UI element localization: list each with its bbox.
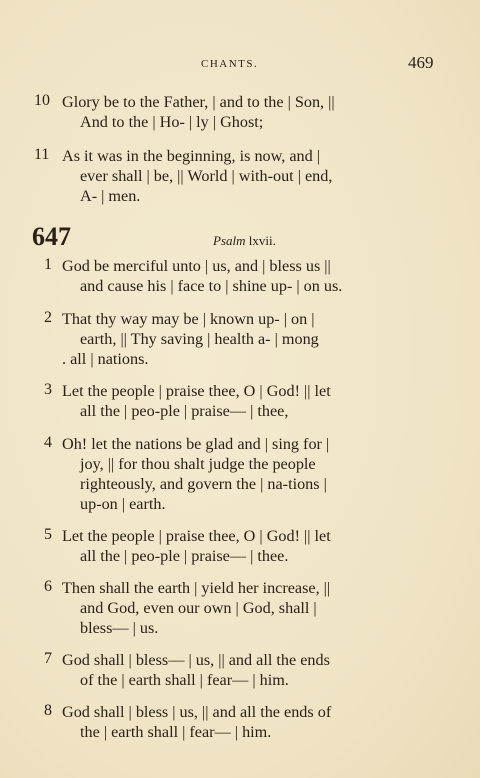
verse-line: A- | men. [80,187,141,205]
verse-line: God shall | bless | us, || and all the ends of [62,703,332,721]
verse-line: righteously, and govern the | na-tions | [80,475,327,493]
verse-number: 1 [44,256,52,273]
verse-line: God shall | bless— | us, || and all the ends [62,651,330,669]
verse-line: That thy way may be | known up- | on | [62,310,315,328]
verse-line: up-on | earth. [80,495,166,513]
psalm-label: Psalm [213,233,246,248]
running-header-title: CHANTS. [201,58,259,70]
psalm-reference [213,233,276,249]
verse-number: 2 [44,309,52,326]
verse-line: all the | peo-ple | praise— | thee. [80,547,289,565]
verse-number: 10 [34,92,50,109]
verse-line: Then shall the earth | yield her increase, || [62,579,331,597]
verse-line: . all | nations. [62,350,149,368]
verse-number: 8 [44,702,52,719]
verse-line: Glory be to the Father, | and to the | Son, || [62,93,335,111]
verse-number: 7 [44,650,52,667]
verse-line: Let the people | praise thee, O | God! || let [62,382,331,400]
verse-number: 3 [44,381,52,398]
verse-line: bless— | us. [80,619,159,637]
verse-line: Oh! let the nations be glad and | sing for | [62,435,330,453]
verse-line: God be merciful unto | us, and | bless us || [62,257,331,275]
verse-line: and cause his | face to | shine up- | on us. [80,277,343,295]
verse-number: 11 [34,146,50,163]
verse-line: of the | earth shall | fear— | him. [80,671,289,689]
verse-line: all the | peo-ple | praise— | thee, [80,402,289,420]
verse-line: and God, even our own | God, shall | [80,599,317,617]
verse-number: 6 [44,578,52,595]
verse-number: 4 [44,434,52,451]
psalm-number: lxvii. [248,233,276,248]
verse-line: And to the | Ho- | ly | Ghost; [80,113,264,131]
verse-number: 5 [44,526,52,543]
verse-line: As it was in the beginning, is now, and | [62,147,321,165]
verse-line: ever shall | be, || World | with-out | end, [80,167,333,185]
verse-line: Let the people | praise thee, O | God! || let [62,527,331,545]
verse-line: the | earth shall | fear— | him. [80,723,272,741]
verse-line: earth, || Thy saving | health a- | mong [80,330,319,348]
hymn-number: 647 [32,222,71,251]
page-number: 469 [408,53,434,72]
verse-line: joy, || for thou shalt judge the people [80,455,316,473]
